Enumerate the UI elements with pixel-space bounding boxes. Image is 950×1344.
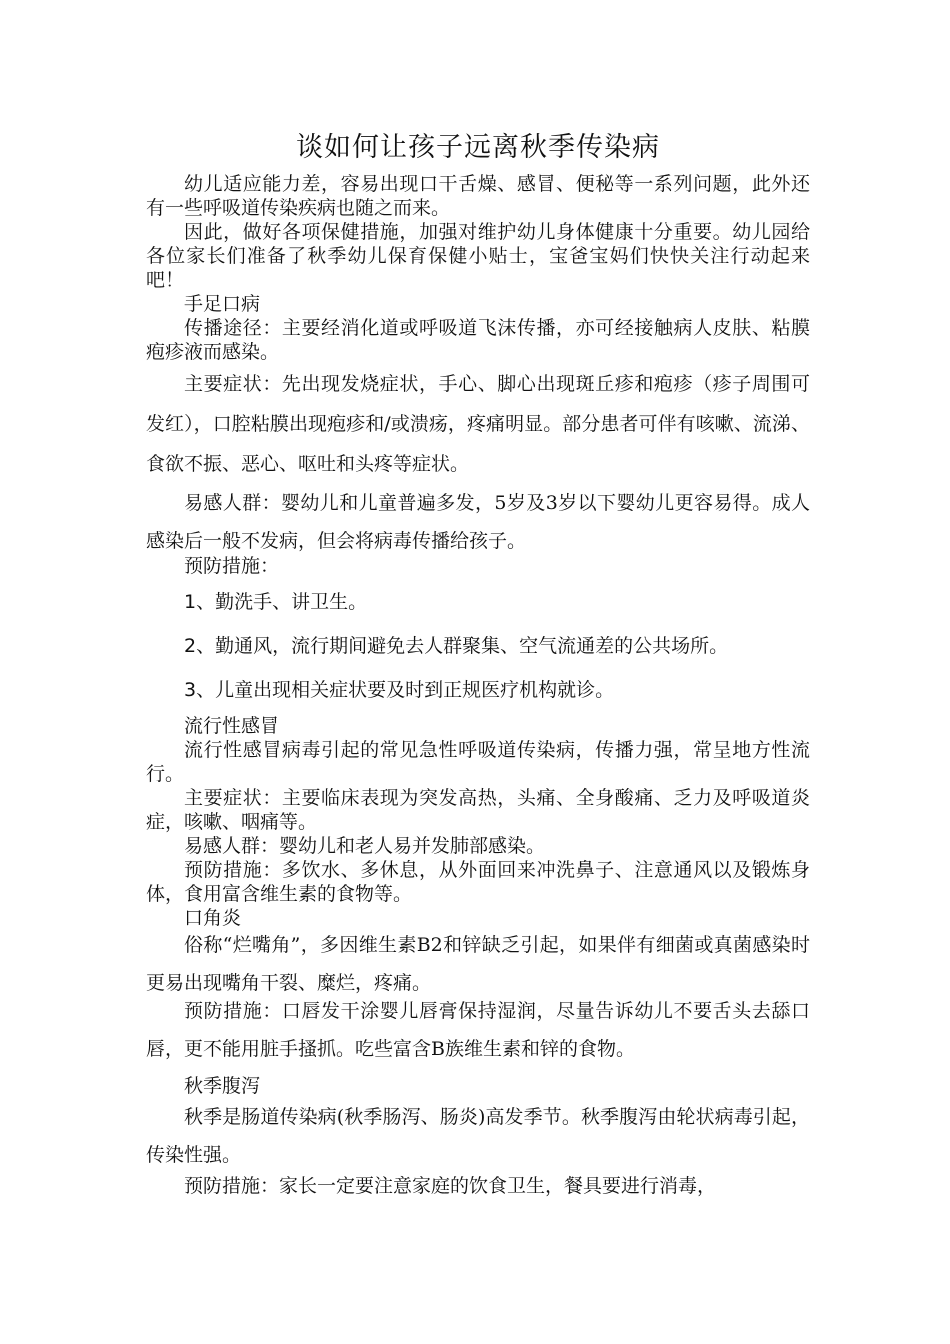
- hfmd-symptoms: 主要症状：先出现发烧症状，手心、脚心出现斑丘疹和疱疹（疹子周围可发红），口腔粘膜出现疱疹和/或溃疡，疼痛明显。部分患者可伴有咳嗽、流涕、食欲不振、恶心、呕吐和头疼等症状。: [146, 373, 810, 475]
- flu-symptoms: 主要症状：主要临床表现为突发高热，头痛、全身酸痛、乏力及呼吸道炎症，咳嗽、咽痛等。: [146, 787, 810, 833]
- intro-paragraph-2: 因此，做好各项保健措施，加强对维护幼儿身体健康十分重要。幼儿园给各位家长们准备了秋季幼儿保育保健小贴士，宝爸宝妈们快快关注行动起来吧！: [146, 221, 810, 291]
- diarrhea-prevention: 预防措施：家长一定要注意家庭的饮食卫生，餐具要进行消毒，: [184, 1175, 717, 1197]
- hfmd-measure-2: 2、勤通风，流行期间避免去人群聚集、空气流通差的公共场所。: [184, 635, 729, 657]
- section-heading-hfmd: 手足口病: [184, 293, 261, 315]
- flu-description: 流行性感冒病毒引起的常见急性呼吸道传染病，传播力强，常呈地方性流行。: [146, 739, 810, 785]
- hfmd-measure-1: 1、勤洗手、讲卫生。: [184, 591, 368, 613]
- hfmd-prevention-heading: 预防措施：: [184, 555, 280, 577]
- intro-paragraph-1: 幼儿适应能力差，容易出现口干舌燥、感冒、便秘等一系列问题，此外还有一些呼吸道传染疾病也随之而来。: [146, 173, 810, 219]
- section-heading-flu: 流行性感冒: [184, 715, 280, 737]
- document-page: [146, 130, 810, 1198]
- hfmd-transmission: 传播途径：主要经消化道或呼吸道飞沫传播，亦可经接触病人皮肤、粘膜疱疹液而感染。: [146, 317, 810, 363]
- section-heading-diarrhea: 秋季腹泻: [184, 1075, 261, 1097]
- hfmd-measure-3: 3、儿童出现相关症状要及时到正规医疗机构就诊。: [184, 679, 615, 701]
- document-title: 谈如何让孩子远离秋季传染病: [296, 132, 660, 163]
- section-heading-angular: 口角炎: [184, 907, 242, 929]
- flu-susceptible: 易感人群：婴幼儿和老人易并发肺部感染。: [184, 835, 546, 857]
- hfmd-susceptible: 易感人群：婴幼儿和儿童普遍多发，5岁及3岁以下婴幼儿更容易得。成人感染后一般不发病，但会将病毒传播给孩子。: [146, 492, 810, 552]
- angular-prevention: 预防措施：口唇发干涂婴儿唇膏保持湿润，尽量告诉幼儿不要舌头去舔口唇，更不能用脏手搔抓。吃些富含B族维生素和锌的食物。: [146, 1000, 810, 1060]
- angular-description: 俗称“烂嘴角”，多因维生素B2和锌缺乏引起，如果伴有细菌或真菌感染时更易出现嘴角干裂、糜烂，疼痛。: [146, 934, 810, 994]
- flu-prevention: 预防措施：多饮水、多休息，从外面回来冲洗鼻子、注意通风以及锻炼身体，食用富含维生素的食物等。: [146, 859, 810, 905]
- diarrhea-description: 秋季是肠道传染病(秋季肠泻、肠炎)高发季节。秋季腹泻由轮状病毒引起，传染性强。: [146, 1106, 810, 1166]
